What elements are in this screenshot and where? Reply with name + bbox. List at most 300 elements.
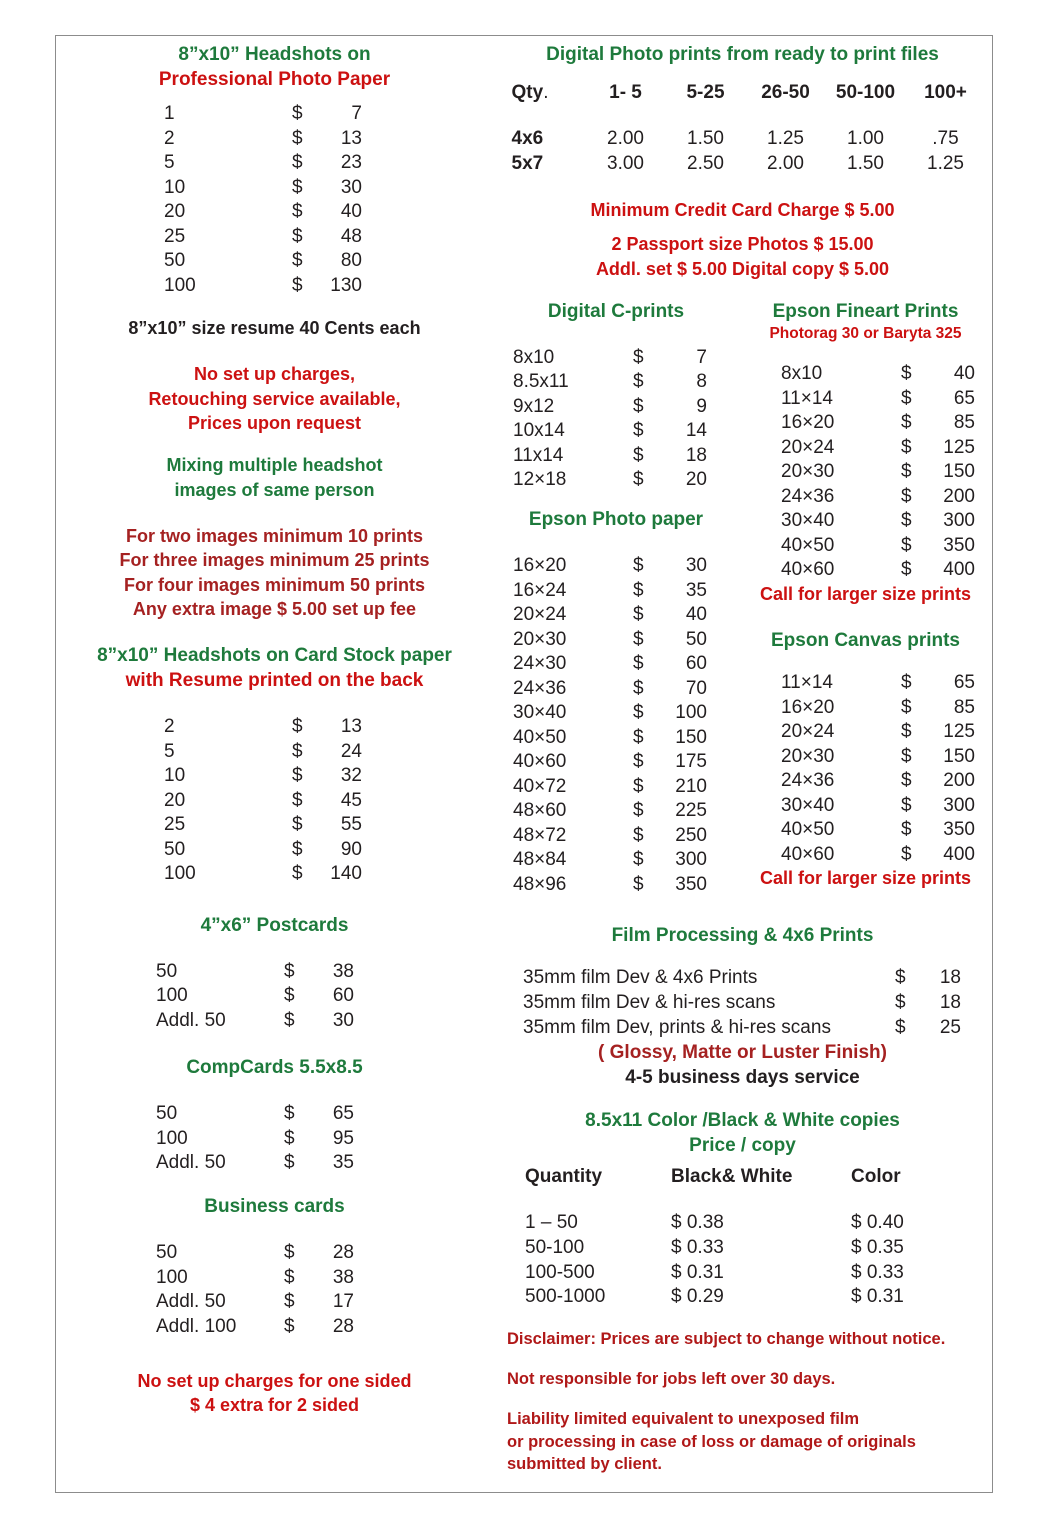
price-row-currency: $ — [284, 1103, 295, 1125]
price-row-currency: $ — [901, 672, 912, 694]
price-row-currency: $ — [292, 863, 303, 885]
price-row — [164, 176, 362, 201]
price-row-qty: 40×60 — [781, 559, 835, 581]
price-row-amount: 150 — [943, 461, 975, 483]
film-row — [523, 991, 961, 1016]
business-cards-pricing — [56, 1241, 493, 1339]
price-row-qty: 8x10 — [513, 346, 555, 368]
film-row — [523, 1016, 961, 1041]
price-row-amount: 40 — [953, 363, 975, 385]
price-row — [164, 764, 362, 789]
price-row-amount: 38 — [332, 960, 354, 982]
price-row-currency: $ — [633, 420, 644, 442]
matrix-cell: 2.00 — [607, 128, 644, 150]
price-row-amount: 13 — [340, 716, 362, 738]
price-row-amount: 24 — [340, 740, 362, 762]
price-row — [164, 838, 362, 863]
price-row-qty: 24×36 — [513, 677, 567, 699]
matrix-cell: .75 — [932, 128, 959, 150]
price-row-qty: 10x14 — [513, 420, 565, 442]
price-row-qty: Addl. 50 — [156, 1291, 226, 1313]
headshots-photo-paper-rows — [164, 102, 362, 298]
c-prints-pricing — [493, 346, 739, 493]
matrix-header-row — [500, 81, 986, 105]
film-row-desc: 35mm film Dev & 4x6 Prints — [523, 967, 758, 989]
price-row — [513, 799, 707, 824]
price-row-qty: 40×50 — [781, 534, 835, 556]
price-row-currency: $ — [284, 985, 295, 1007]
price-table — [781, 362, 975, 583]
price-row-amount: 7 — [696, 346, 707, 368]
copies-col-header: Quantity — [525, 1165, 603, 1187]
price-row-amount: 23 — [340, 152, 362, 174]
price-row-currency: $ — [901, 745, 912, 767]
business-cards-title: Business cards — [204, 1195, 345, 1217]
c-prints-title: Digital C-prints — [547, 300, 685, 322]
price-row-amount: 300 — [943, 510, 975, 532]
postcards-title: 4”x6” Postcards — [200, 914, 349, 936]
matrix-row-size: 5x7 — [511, 152, 544, 174]
price-row-qty: 8x10 — [781, 363, 823, 385]
price-row-currency: $ — [292, 814, 303, 836]
price-row-amount: 100 — [675, 702, 707, 724]
price-row-currency: $ — [284, 1127, 295, 1149]
price-table — [164, 715, 362, 887]
price-row — [781, 436, 975, 461]
price-row-amount: 35 — [332, 1152, 354, 1174]
price-row — [164, 274, 362, 299]
price-row-amount: 400 — [943, 559, 975, 581]
copies-row-bw-price: $ 0.33 — [671, 1236, 724, 1258]
price-row-currency: $ — [633, 469, 644, 491]
price-row-amount: 8 — [696, 371, 707, 393]
price-row-qty: 40×72 — [513, 775, 567, 797]
matrix-cell: 1.50 — [847, 152, 884, 174]
digital-photo-matrix — [500, 81, 986, 176]
price-row-currency: $ — [284, 1242, 295, 1264]
film-service-note: 4-5 business days service — [625, 1067, 860, 1089]
matrix-col-header: 5-25 — [686, 82, 725, 104]
price-row-amount: 150 — [675, 726, 707, 748]
price-row-qty: 20×24 — [781, 721, 835, 743]
copies-col-header: Black& White — [671, 1165, 793, 1187]
price-row — [513, 726, 707, 751]
canvas-title: Epson Canvas prints — [771, 630, 960, 652]
price-row-qty: 48×96 — [513, 873, 567, 895]
price-row-amount: 200 — [943, 485, 975, 507]
price-row — [164, 789, 362, 814]
price-row-currency: $ — [633, 677, 644, 699]
price-row-currency: $ — [292, 274, 303, 296]
price-row-currency: $ — [284, 1291, 295, 1313]
price-row — [156, 1315, 354, 1340]
matrix-col-header: 50-100 — [835, 82, 896, 104]
copies-row-quantity: 500-1000 — [525, 1286, 606, 1308]
price-row-currency: $ — [633, 628, 644, 650]
price-row-currency: $ — [633, 800, 644, 822]
fineart-subtitle: Photorag 30 or Baryta 325 — [769, 324, 962, 342]
price-row-currency: $ — [901, 461, 912, 483]
film-row-currency: $ — [895, 1016, 906, 1038]
price-row-amount: 28 — [332, 1242, 354, 1264]
price-row-amount: 400 — [943, 843, 975, 865]
film-row-currency: $ — [895, 967, 906, 989]
price-row-qty: 20×30 — [781, 745, 835, 767]
disclaimer-jobs: Not responsible for jobs left over 30 days. — [507, 1370, 836, 1389]
price-row-qty: 25 — [164, 225, 186, 247]
note-line: For four images minimum 50 prints — [123, 574, 426, 595]
qty-header-dot: . — [543, 82, 549, 104]
price-row — [156, 960, 354, 985]
price-row-amount: 30 — [332, 1009, 354, 1031]
price-row — [513, 395, 707, 420]
price-row-currency: $ — [901, 696, 912, 718]
price-row-qty: 50 — [156, 1242, 178, 1264]
price-row-qty: 50 — [156, 1103, 178, 1125]
price-row — [164, 200, 362, 225]
price-row-qty: 12×18 — [513, 469, 567, 491]
price-row-qty: 30×40 — [513, 702, 567, 724]
price-row-qty: 10 — [164, 765, 186, 787]
price-row-currency: $ — [292, 789, 303, 811]
price-row — [513, 603, 707, 628]
disclaimer-liability-line1: Liability limited equivalent to unexposed film — [507, 1410, 860, 1429]
price-row — [513, 468, 707, 493]
price-row — [781, 362, 975, 387]
price-row-amount: 95 — [332, 1127, 354, 1149]
price-row — [164, 715, 362, 740]
price-row-qty: 48×84 — [513, 849, 567, 871]
right-sub-column-a — [493, 299, 739, 897]
price-row-amount: 300 — [943, 794, 975, 816]
price-row-amount: 350 — [943, 819, 975, 841]
price-table — [513, 346, 707, 493]
copies-col-header: Color — [851, 1165, 901, 1187]
addl-set-note: Addl. set $ 5.00 Digital copy $ 5.00 — [595, 258, 890, 279]
matrix-col-header: 100+ — [924, 82, 967, 104]
price-row-amount: 9 — [696, 395, 707, 417]
price-row — [513, 848, 707, 873]
disclaimer-liability-line2: or processing in case of loss or damage of originals — [507, 1432, 916, 1451]
price-table — [156, 1241, 354, 1339]
price-row — [164, 127, 362, 152]
price-row-amount: 225 — [675, 800, 707, 822]
matrix-cell: 1.50 — [687, 128, 724, 150]
right-sub-column-b — [739, 299, 992, 897]
price-row-currency: $ — [901, 559, 912, 581]
price-table — [781, 671, 975, 867]
price-row-qty: 8.5x11 — [513, 371, 569, 393]
copies-rows — [525, 1211, 971, 1310]
card-stock-title-line2: with Resume printed on the back — [125, 670, 424, 692]
copies-title-line1: 8.5x11 Color /Black & White copies — [585, 1110, 900, 1132]
price-row-qty: 20×24 — [513, 604, 567, 626]
price-row-amount: 17 — [332, 1291, 354, 1313]
price-row-qty: 50 — [164, 838, 186, 860]
postcards-pricing — [56, 960, 493, 1034]
price-table — [164, 102, 362, 298]
price-row-qty: 20×30 — [513, 628, 567, 650]
price-row-qty: 16×24 — [513, 579, 567, 601]
sided-charges-note — [56, 1369, 493, 1418]
price-row-amount: 60 — [332, 985, 354, 1007]
matrix-cell: 1.25 — [767, 128, 804, 150]
price-row-qty: 16×20 — [781, 696, 835, 718]
film-row-desc: 35mm film Dev, prints & hi-res scans — [523, 1016, 831, 1038]
copies-row-bw-price: $ 0.29 — [671, 1286, 724, 1308]
copies-row — [525, 1236, 971, 1261]
price-row — [781, 818, 975, 843]
price-row-qty: 50 — [156, 960, 178, 982]
price-row-currency: $ — [901, 794, 912, 816]
price-row-qty: 30×40 — [781, 794, 835, 816]
price-row — [164, 225, 362, 250]
price-row-amount: 350 — [943, 534, 975, 556]
price-row — [156, 1151, 354, 1176]
price-row — [781, 558, 975, 583]
price-row-amount: 20 — [685, 469, 707, 491]
price-row — [513, 346, 707, 371]
price-row — [513, 701, 707, 726]
price-row-amount: 30 — [685, 555, 707, 577]
price-row-currency: $ — [633, 653, 644, 675]
price-row-qty: 9x12 — [513, 395, 555, 417]
film-row-amount: 18 — [939, 967, 961, 989]
price-row-currency: $ — [633, 555, 644, 577]
price-row-currency: $ — [633, 702, 644, 724]
right-column — [493, 36, 992, 1492]
price-row-currency: $ — [901, 534, 912, 556]
price-row — [513, 677, 707, 702]
price-row — [156, 1290, 354, 1315]
business-cards-rows — [156, 1241, 354, 1339]
price-row-amount: 60 — [685, 653, 707, 675]
price-row-amount: 18 — [685, 444, 707, 466]
price-row-amount: 130 — [330, 274, 362, 296]
price-row-qty: 24×36 — [781, 770, 835, 792]
price-row — [781, 485, 975, 510]
fineart-rows — [781, 362, 975, 583]
price-row-currency: $ — [633, 604, 644, 626]
price-row-amount: 125 — [943, 436, 975, 458]
film-row — [523, 966, 961, 991]
price-row-qty: 100 — [156, 985, 188, 1007]
film-processing-table — [523, 966, 961, 1040]
price-row-currency: $ — [284, 1266, 295, 1288]
note-line: No set up charges for one sided — [137, 1371, 412, 1392]
price-row-amount: 48 — [340, 225, 362, 247]
copies-title-line2: Price / copy — [689, 1135, 796, 1157]
price-row — [781, 745, 975, 770]
price-row-amount: 65 — [332, 1103, 354, 1125]
price-row — [513, 419, 707, 444]
note-line: Mixing multiple headshot — [166, 455, 383, 476]
no-setup-note — [56, 362, 493, 435]
price-row-currency: $ — [901, 363, 912, 385]
price-row-amount: 90 — [340, 838, 362, 860]
matrix-col-header: 26-50 — [761, 82, 810, 104]
price-row-amount: 85 — [953, 412, 975, 434]
matrix-cell: 1.00 — [847, 128, 884, 150]
price-row — [513, 579, 707, 604]
price-row-currency: $ — [292, 838, 303, 860]
price-row-qty: 20 — [164, 201, 186, 223]
price-row-amount: 125 — [943, 721, 975, 743]
price-row-qty: 40×50 — [513, 726, 567, 748]
price-row-qty: 11×14 — [781, 672, 833, 694]
price-row-qty: 16×20 — [513, 555, 567, 577]
copies-row — [525, 1261, 971, 1286]
price-row-currency: $ — [292, 250, 303, 272]
price-row-qty: 25 — [164, 814, 186, 836]
price-row-currency: $ — [292, 765, 303, 787]
matrix-col-header: 1- 5 — [609, 82, 642, 104]
price-row-amount: 350 — [675, 873, 707, 895]
price-row-currency: $ — [901, 843, 912, 865]
price-row — [156, 984, 354, 1009]
copies-row-quantity: 1 – 50 — [525, 1212, 578, 1234]
price-row-currency: $ — [901, 412, 912, 434]
passport-photos-note: 2 Passport size Photos $ 15.00 — [611, 234, 874, 255]
note-line: Retouching service available, — [148, 388, 401, 409]
matrix-row — [500, 127, 986, 151]
price-row-qty: 11x14 — [513, 444, 564, 466]
price-row-amount: 40 — [685, 604, 707, 626]
price-row-amount: 45 — [340, 789, 362, 811]
canvas-footnote: Call for larger size prints — [759, 868, 972, 889]
note-line: For two images minimum 10 prints — [125, 525, 424, 546]
copies-row-quantity: 50-100 — [525, 1236, 585, 1258]
price-row — [164, 102, 362, 127]
note-line: images of same person — [174, 479, 375, 500]
left-column — [56, 36, 493, 1492]
price-row-amount: 175 — [675, 751, 707, 773]
epson-photo-paper-title: Epson Photo paper — [528, 508, 704, 530]
price-row — [164, 813, 362, 838]
note-line: Any extra image $ 5.00 set up fee — [132, 598, 417, 619]
price-row-amount: 80 — [340, 250, 362, 272]
price-row — [513, 750, 707, 775]
price-row — [164, 862, 362, 887]
price-row-currency: $ — [292, 103, 303, 125]
price-row-currency: $ — [901, 510, 912, 532]
price-row — [164, 151, 362, 176]
price-row-qty: 50 — [164, 250, 186, 272]
note-line: No set up charges, — [193, 364, 356, 385]
epson-photo-paper-rows — [513, 554, 707, 897]
price-row — [513, 873, 707, 898]
price-row-currency: $ — [901, 485, 912, 507]
price-row — [781, 843, 975, 868]
price-row-currency: $ — [292, 740, 303, 762]
film-row-amount: 25 — [939, 1016, 961, 1038]
price-row-currency: $ — [901, 770, 912, 792]
copies-row — [525, 1285, 971, 1310]
price-row-amount: 250 — [675, 824, 707, 846]
price-row — [781, 534, 975, 559]
note-line: For three images minimum 25 prints — [119, 550, 430, 571]
price-row — [513, 444, 707, 469]
price-row-qty: 20×24 — [781, 436, 835, 458]
price-row — [781, 460, 975, 485]
digital-photo-title: Digital Photo prints from ready to print files — [546, 44, 939, 65]
price-row-currency: $ — [633, 371, 644, 393]
price-row-currency: $ — [633, 849, 644, 871]
price-row-amount: 32 — [340, 765, 362, 787]
matrix-cell: 3.00 — [607, 152, 644, 174]
price-row-qty: 48×60 — [513, 800, 567, 822]
price-row-qty: 20 — [164, 789, 186, 811]
price-row-qty: 2 — [164, 127, 175, 149]
card-stock-rows — [164, 715, 362, 887]
price-row-currency: $ — [633, 824, 644, 846]
film-processing-title: Film Processing & 4x6 Prints — [611, 925, 874, 947]
card-stock-title-line1: 8”x10” Headshots on Card Stock paper — [97, 645, 452, 667]
price-row-qty: 48×72 — [513, 824, 567, 846]
price-row-amount: 14 — [685, 420, 707, 442]
price-row-qty: 24×36 — [781, 485, 835, 507]
price-row — [156, 1241, 354, 1266]
matrix-row-size: 4x6 — [511, 128, 544, 150]
epson-photo-paper-pricing — [493, 554, 739, 897]
disclaimer-liability-line3: submitted by client. — [507, 1455, 662, 1474]
price-row-currency: $ — [292, 127, 303, 149]
price-row-amount: 300 — [675, 849, 707, 871]
price-row-qty: 40×60 — [513, 751, 567, 773]
price-row-currency: $ — [284, 960, 295, 982]
price-row-currency: $ — [633, 873, 644, 895]
price-row — [513, 628, 707, 653]
price-row-currency: $ — [292, 152, 303, 174]
price-row — [156, 1009, 354, 1034]
copies-row-color-price: $ 0.33 — [851, 1261, 904, 1283]
price-row-currency: $ — [284, 1009, 295, 1031]
price-row-currency: $ — [292, 225, 303, 247]
price-row-currency: $ — [901, 721, 912, 743]
price-row — [513, 824, 707, 849]
matrix-row — [500, 152, 986, 176]
price-row-amount: 50 — [685, 628, 707, 650]
price-row-qty: Addl. 50 — [156, 1009, 226, 1031]
price-row — [156, 1127, 354, 1152]
price-row-currency: $ — [633, 395, 644, 417]
minimum-credit-card-note: Minimum Credit Card Charge $ 5.00 — [590, 200, 895, 221]
price-row-qty: 100 — [156, 1127, 188, 1149]
price-row-qty: 40×50 — [781, 819, 835, 841]
canvas-rows — [781, 671, 975, 867]
price-row-qty: 5 — [164, 740, 175, 762]
minimum-prints-note — [56, 524, 493, 621]
price-row-currency: $ — [633, 346, 644, 368]
price-row — [156, 1102, 354, 1127]
price-row-amount: 70 — [685, 677, 707, 699]
price-row-qty: 2 — [164, 716, 175, 738]
price-row-amount: 65 — [953, 387, 975, 409]
price-row — [164, 249, 362, 274]
price-row-amount: 40 — [340, 201, 362, 223]
price-row-currency: $ — [633, 444, 644, 466]
price-list-page — [55, 35, 993, 1493]
copies-header-row — [525, 1165, 971, 1190]
fineart-title: Epson Fineart Prints — [772, 300, 959, 322]
matrix-rows — [500, 127, 986, 176]
canvas-pricing — [739, 671, 992, 867]
price-row-currency: $ — [633, 751, 644, 773]
resume-note: 8”x10” size resume 40 Cents each — [128, 318, 421, 339]
film-row-desc: 35mm film Dev & hi-res scans — [523, 991, 776, 1013]
copies-row-color-price: $ 0.31 — [851, 1286, 904, 1308]
price-row-currency: $ — [292, 176, 303, 198]
